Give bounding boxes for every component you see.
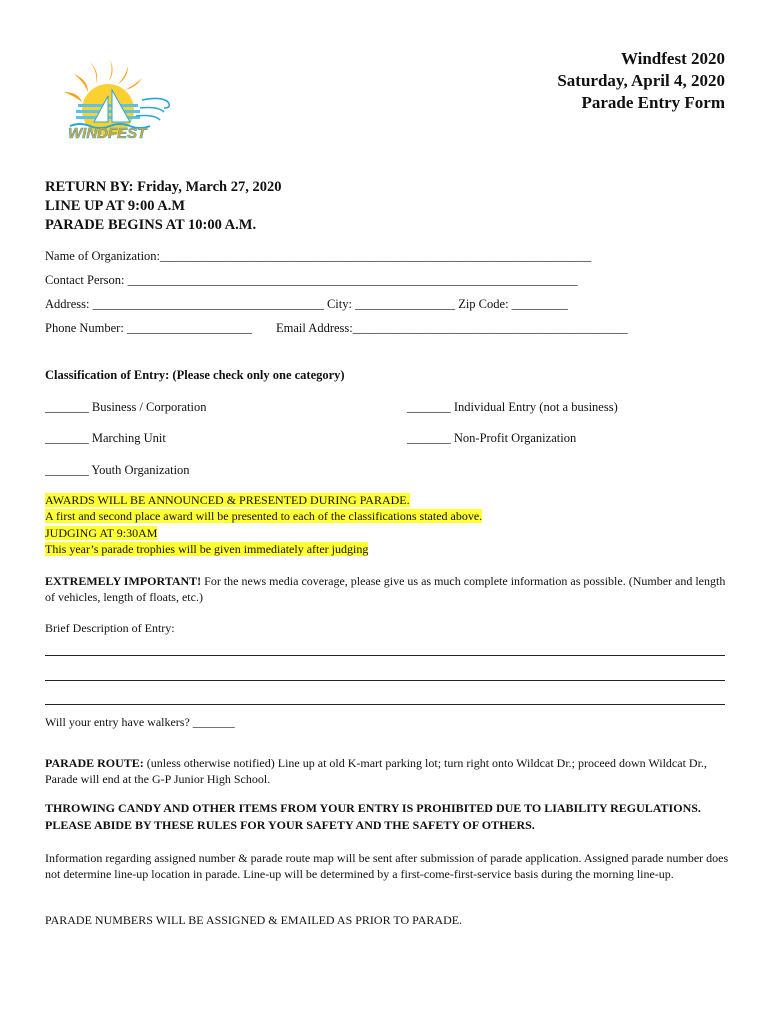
address-field[interactable]: Address: _____________________________________ City: ________________ Zip Code: _________ — [45, 297, 568, 311]
windfest-sun-logo — [50, 52, 180, 142]
classification-heading: Classification of Entry: (Please check only one category) — [45, 368, 345, 382]
assignment-info: Information regarding assigned number & parade route map will be sent after submission of parade application. Assigned parade number does not determine line-up location in parade. Line-up will be determined by a first-come-first-service basis during the morning line-up. — [45, 851, 729, 881]
parade-begins-time: PARADE BEGINS AT 10:00 A.M. — [45, 217, 257, 233]
walkers-question[interactable]: Will your entry have walkers? _______ — [45, 715, 235, 729]
event-title: Windfest 2020 — [620, 49, 725, 68]
description-label: Brief Description of Entry: — [45, 621, 175, 635]
option-business[interactable]: _______ Business / Corporation — [45, 400, 207, 414]
option-youth[interactable]: _______ Youth Organization — [45, 463, 190, 477]
awards-detail: A first and second place award will be presented to each of the classifications stated above. — [45, 509, 483, 523]
parade-numbers-note: PARADE NUMBERS WILL BE ASSIGNED & EMAILED AS PRIOR TO PARADE. — [45, 913, 463, 927]
safety-notice: PLEASE ABIDE BY THESE RULES FOR YOUR SAFETY AND THE SAFETY OF OTHERS. — [45, 818, 535, 832]
important-note: EXTREMELY IMPORTANT! For the news media coverage, please give us as much complete information as possible. (Number and length of vehicles, length of floats, etc.) — [45, 574, 726, 604]
phone-number-field[interactable]: Phone Number: ____________________ — [45, 321, 252, 335]
line-up-time: LINE UP AT 9:00 A.M — [45, 198, 186, 214]
trophies-note: This year’s parade trophies will be given immediately after judging — [45, 542, 369, 556]
description-line[interactable] — [45, 655, 725, 656]
option-marching-unit[interactable]: _______ Marching Unit — [45, 431, 166, 445]
organization-field[interactable]: Name of Organization:_____________________________________________________________________ — [45, 249, 592, 263]
form-title: Parade Entry Form — [581, 93, 725, 112]
svg-text:WINDFEST: WINDFEST — [68, 125, 147, 142]
option-individual[interactable]: _______ Individual Entry (not a business) — [407, 400, 618, 414]
email-address-field[interactable]: Email Address:____________________________________________ — [276, 321, 628, 335]
awards-notice: AWARDS WILL BE ANNOUNCED & PRESENTED DURING PARADE. — [45, 493, 410, 507]
judging-time: JUDGING AT 9:30AM — [45, 526, 158, 540]
description-line[interactable] — [45, 680, 725, 681]
candy-warning: THROWING CANDY AND OTHER ITEMS FROM YOUR ENTRY IS PROHIBITED DUE TO LIABILITY REGULATIONS. — [45, 801, 701, 815]
return-by: RETURN BY: Friday, March 27, 2020 — [45, 179, 282, 195]
parade-route: PARADE ROUTE: (unless otherwise notified) Line up at old K-mart parking lot; turn right onto Wildcat Dr.; proceed down Wildcat Dr., Parade will end at the G-P Junior High School. — [45, 756, 707, 786]
event-date: Saturday, April 4, 2020 — [557, 71, 725, 90]
description-line[interactable] — [45, 704, 725, 705]
contact-person-field[interactable]: Contact Person: ________________________________________________________________________ — [45, 273, 578, 287]
option-non-profit[interactable]: _______ Non-Profit Organization — [407, 431, 577, 445]
